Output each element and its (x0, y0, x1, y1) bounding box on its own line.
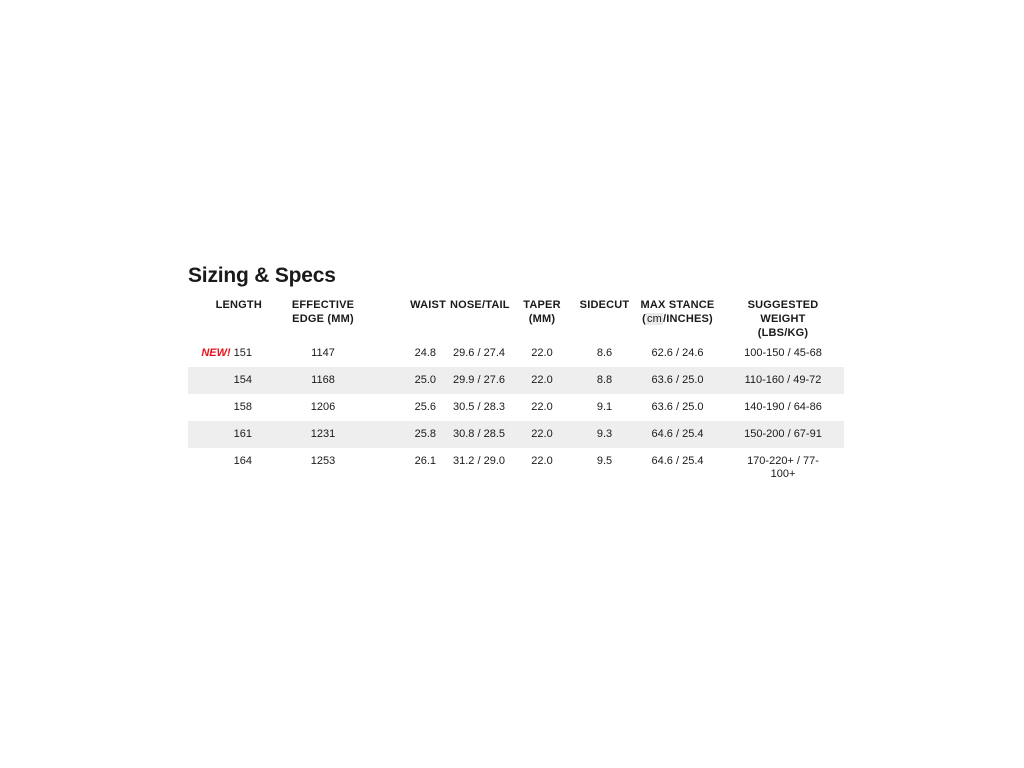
header-taper (508, 292, 576, 340)
table-row (188, 367, 844, 394)
cell-weight: 140-190 / 64-86 (744, 401, 822, 413)
header-effective-edge (270, 292, 376, 340)
table-row (188, 421, 844, 448)
new-badge: NEW! (201, 347, 231, 359)
header-row (188, 292, 844, 340)
sizing-specs-section (188, 262, 844, 488)
cell-max-stance: 62.6 / 24.6 (651, 347, 704, 359)
cell-nose-tail: 29.9 / 27.6 (450, 367, 508, 394)
table-row (188, 394, 844, 421)
cell-length: 158 (233, 401, 252, 413)
table-row (188, 448, 844, 488)
cell-length: 161 (188, 421, 270, 448)
section-title: Sizing & Specs (188, 264, 336, 287)
cell-edge: 1231 (270, 421, 376, 448)
cell-taper: 22.0 (531, 401, 553, 413)
cell-edge: 1168 (270, 367, 376, 394)
cell-length: 154 (188, 367, 270, 394)
cell-nose-tail: 30.5 / 28.3 (453, 401, 505, 413)
header-max-stance-prefix: MAX STANCE ( (640, 299, 715, 325)
cell-sidecut: 9.3 (576, 421, 633, 448)
cell-edge: 1147 (311, 347, 335, 359)
cell-edge: 1253 (310, 455, 336, 467)
header-length: LENGTH (215, 299, 262, 311)
cell-waist: 26.1 (414, 455, 436, 467)
cell-sidecut: 9.1 (596, 401, 613, 413)
header-waist: WAIST (410, 299, 446, 311)
specs-table-body (188, 340, 844, 488)
header-max-stance-cm: cm (646, 313, 663, 325)
cell-weight-value: 170-220+ / 77-100+ (747, 455, 819, 480)
cell-max-stance: 63.6 / 25.0 (633, 367, 722, 394)
cell-weight: 100-150 / 45-68 (744, 347, 822, 359)
header-max-stance (633, 292, 722, 340)
cell-weight: 150-200 / 67-91 (722, 421, 844, 448)
header-effective-edge-label: EFFECTIVE EDGE (MM) (291, 299, 355, 325)
header-suggested-weight (722, 292, 844, 340)
cell-length: 164 (233, 455, 252, 467)
cell-waist: 25.8 (376, 421, 450, 448)
cell-taper: 22.0 (531, 455, 553, 467)
cell-edge: 1206 (310, 401, 336, 413)
cell-waist: 25.6 (414, 401, 436, 413)
header-sidecut: SIDECUT (579, 299, 630, 311)
table-row (188, 340, 844, 367)
cell-length (188, 340, 270, 367)
cell-nose-tail: 30.8 / 28.5 (450, 421, 508, 448)
cell-taper: 22.0 (508, 421, 576, 448)
header-suggested-weight-label: SUGGESTED WEIGHT (LBS/KG) (747, 299, 819, 339)
cell-weight (722, 448, 844, 488)
cell-nose-tail: 31.2 / 29.0 (453, 455, 505, 467)
cell-sidecut: 9.5 (596, 455, 613, 467)
specs-table-header (188, 292, 844, 340)
cell-length-value: 151 (233, 347, 252, 359)
header-taper-label: TAPER (MM) (523, 299, 561, 325)
cell-taper: 22.0 (508, 367, 576, 394)
cell-taper: 22.0 (531, 347, 553, 359)
cell-nose-tail: 29.6 / 27.4 (453, 347, 505, 359)
cell-max-stance: 64.6 / 25.4 (651, 455, 704, 467)
cell-weight: 110-160 / 49-72 (722, 367, 844, 394)
header-max-stance-suffix: /INCHES) (663, 313, 713, 325)
cell-sidecut: 8.8 (576, 367, 633, 394)
cell-sidecut: 8.6 (596, 347, 613, 359)
cell-max-stance: 64.6 / 25.4 (633, 421, 722, 448)
header-nose-tail: NOSE/TAIL (450, 299, 510, 311)
cell-waist: 24.8 (414, 347, 436, 359)
specs-table (188, 292, 844, 488)
cell-waist: 25.0 (376, 367, 450, 394)
cell-max-stance: 63.6 / 25.0 (651, 401, 704, 413)
